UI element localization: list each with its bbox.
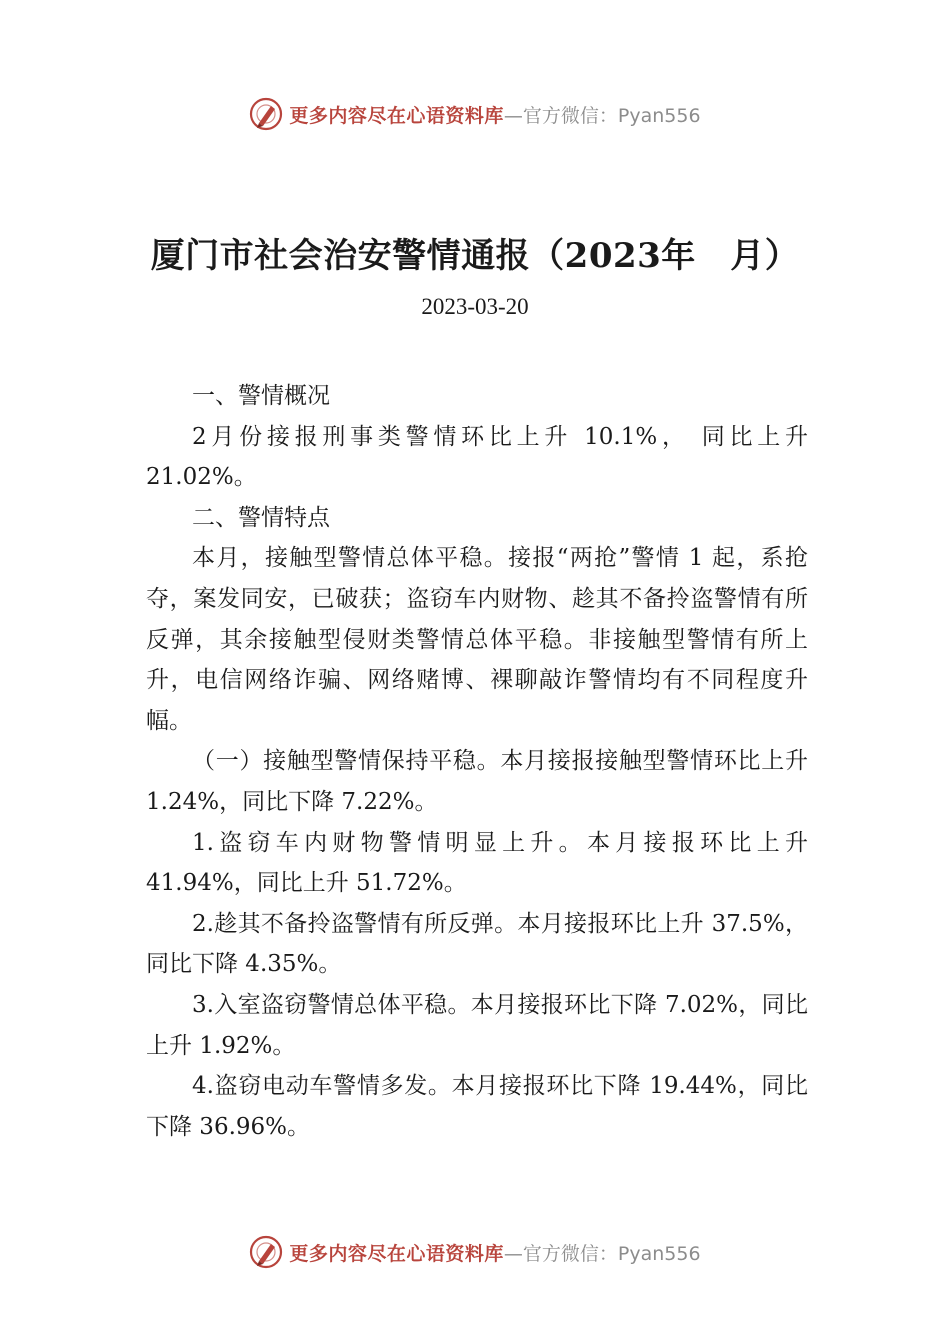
banner-wechat-text: —官方微信：Pyan556	[503, 104, 701, 127]
section-heading: 一、警情概况	[192, 383, 330, 409]
paragraph: 本月，接触型警情总体平稳。接报“两抢”警情 1 起，系抢夺，案发同安，已破获；盗窃车内财物、趁其不备拎盗警情有所反弹，其余接触型侵财类警情总体平稳。非接触型警情有所上升，电信网络诈骗、网络赌博、裸聊敲诈警情均有不同程度升幅。	[146, 545, 808, 734]
paragraph: 1.盗窃车内财物警情明显上升。本月接报环比上升 41.94%，同比上升 51.72%。	[146, 829, 808, 897]
footer-wechat-text: —官方微信：Pyan556	[503, 1242, 701, 1265]
banner-promo-text: 更多内容尽在心语资料库	[289, 104, 504, 127]
footer-banner	[0, 1232, 950, 1272]
header-banner	[0, 94, 950, 134]
pen-logo-icon	[249, 97, 283, 131]
pen-logo-icon	[249, 1235, 283, 1269]
document-body	[146, 376, 808, 1147]
paragraph: 3.入室盗窃警情总体平稳。本月接报环比下降 7.02%，同比上升 1.92%。	[146, 991, 808, 1059]
paragraph: （一）接触型警情保持平稳。本月接报接触型警情环比上升 1.24%，同比下降 7.22%。	[146, 748, 808, 815]
footer-promo-text: 更多内容尽在心语资料库	[289, 1242, 504, 1265]
section-heading: 二、警情特点	[192, 504, 330, 531]
document-date: 2023-03-20	[421, 294, 529, 319]
paragraph: 2月份接报刑事类警情环比上升 10.1%， 同比上升 21.02%。	[146, 423, 808, 491]
document-title: 厦门市社会治安警情通报（2023年 月）	[150, 236, 800, 276]
paragraph: 2.趁其不备拎盗警情有所反弹。本月接报环比上升 37.5%，同比下降 4.35%。	[146, 910, 808, 978]
paragraph: 4.盗窃电动车警情多发。本月接报环比下降 19.44%，同比下降 36.96%。	[146, 1073, 808, 1140]
